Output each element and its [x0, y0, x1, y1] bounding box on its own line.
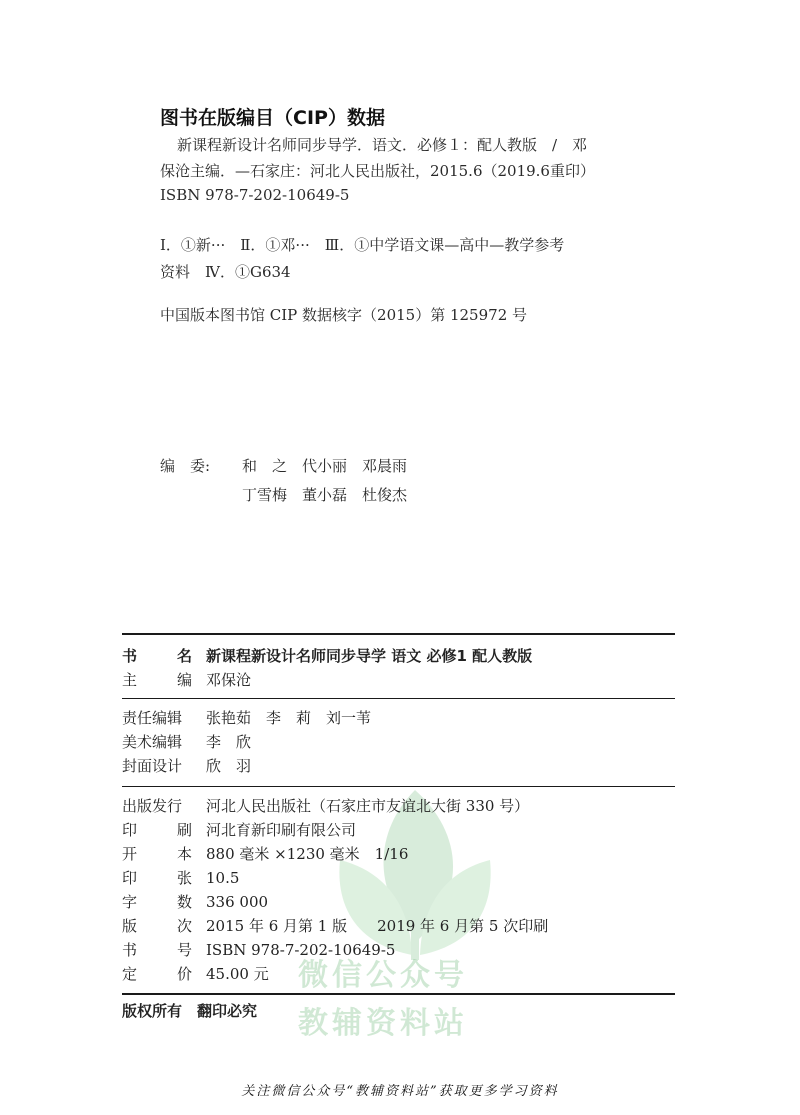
footer-promo-note: 关注微信公众号“教辅资料站”获取更多学习资料	[241, 1084, 559, 1099]
cip-line-2: 保沧主编．—石家庄：河北人民出版社，2015.6（2019.6重印）	[160, 162, 595, 180]
book-title: 新课程新设计名师同步导学 语文 必修1 配人教版	[206, 647, 533, 665]
imprint-row-printer: 印 刷 河北育新印刷有限公司	[122, 821, 357, 839]
imprint-row-word-count: 字 数 336 000	[122, 893, 269, 911]
watermark-line-2: 教辅资料站	[298, 1006, 468, 1041]
imprint-row-format: 开 本 880 毫米 ×1230 毫米 1/16	[122, 845, 409, 863]
imprint-row-responsible-editor: 责任编辑 张艳茹 李 莉 刘一苇	[122, 709, 372, 727]
editors-line-1: 和 之 代小丽 邓晨雨	[242, 457, 408, 475]
imprint-row-chief-editor: 主 编 邓保沧	[122, 671, 252, 689]
imprint-bottom-rule	[122, 993, 675, 995]
cip-classification-2: 资料 Ⅳ．①G634	[160, 263, 291, 281]
imprint-row-price: 定 价 45.00 元	[122, 965, 269, 983]
cip-line-1: 新课程新设计名师同步导学．语文．必修１：配人教版 / 邓	[177, 136, 588, 154]
imprint-row-cover-design: 封面设计 欣 羽	[122, 757, 252, 775]
editors-line-2: 丁雪梅 董小磊 杜俊杰	[242, 486, 408, 504]
cip-title: 图书在版编目（CIP）数据	[160, 107, 385, 129]
copyright-notice: 版权所有 翻印必究	[122, 1002, 258, 1020]
imprint-row-art-editor: 美术编辑 李 欣	[122, 733, 252, 751]
cip-isbn: ISBN 978-7-202-10649-5	[160, 186, 350, 204]
editors-label: 编 委:	[160, 457, 211, 475]
cip-classification-1: Ⅰ．①新··· Ⅱ．①邓··· Ⅲ．①中学语文课—高中—教学参考	[160, 236, 565, 254]
imprint-divider-1	[122, 698, 675, 699]
imprint-row-edition: 版 次 2015 年 6 月第 1 版 2019 年 6 月第 5 次印刷	[122, 917, 549, 935]
imprint-row-title: 书 名 新课程新设计名师同步导学 语文 必修1 配人教版	[122, 647, 533, 665]
imprint-row-publisher: 出版发行 河北人民出版社（石家庄市友谊北大街 330 号）	[122, 797, 530, 815]
watermark-line-1: 微信公众号	[298, 958, 468, 993]
cip-approval: 中国版本图书馆 CIP 数据核字（2015）第 125972 号	[160, 306, 528, 324]
imprint-top-rule	[122, 633, 675, 635]
imprint-row-isbn: 书 号 ISBN 978-7-202-10649-5	[122, 941, 396, 959]
imprint-row-sheets: 印 张 10.5	[122, 869, 240, 887]
imprint-divider-2	[122, 786, 675, 787]
